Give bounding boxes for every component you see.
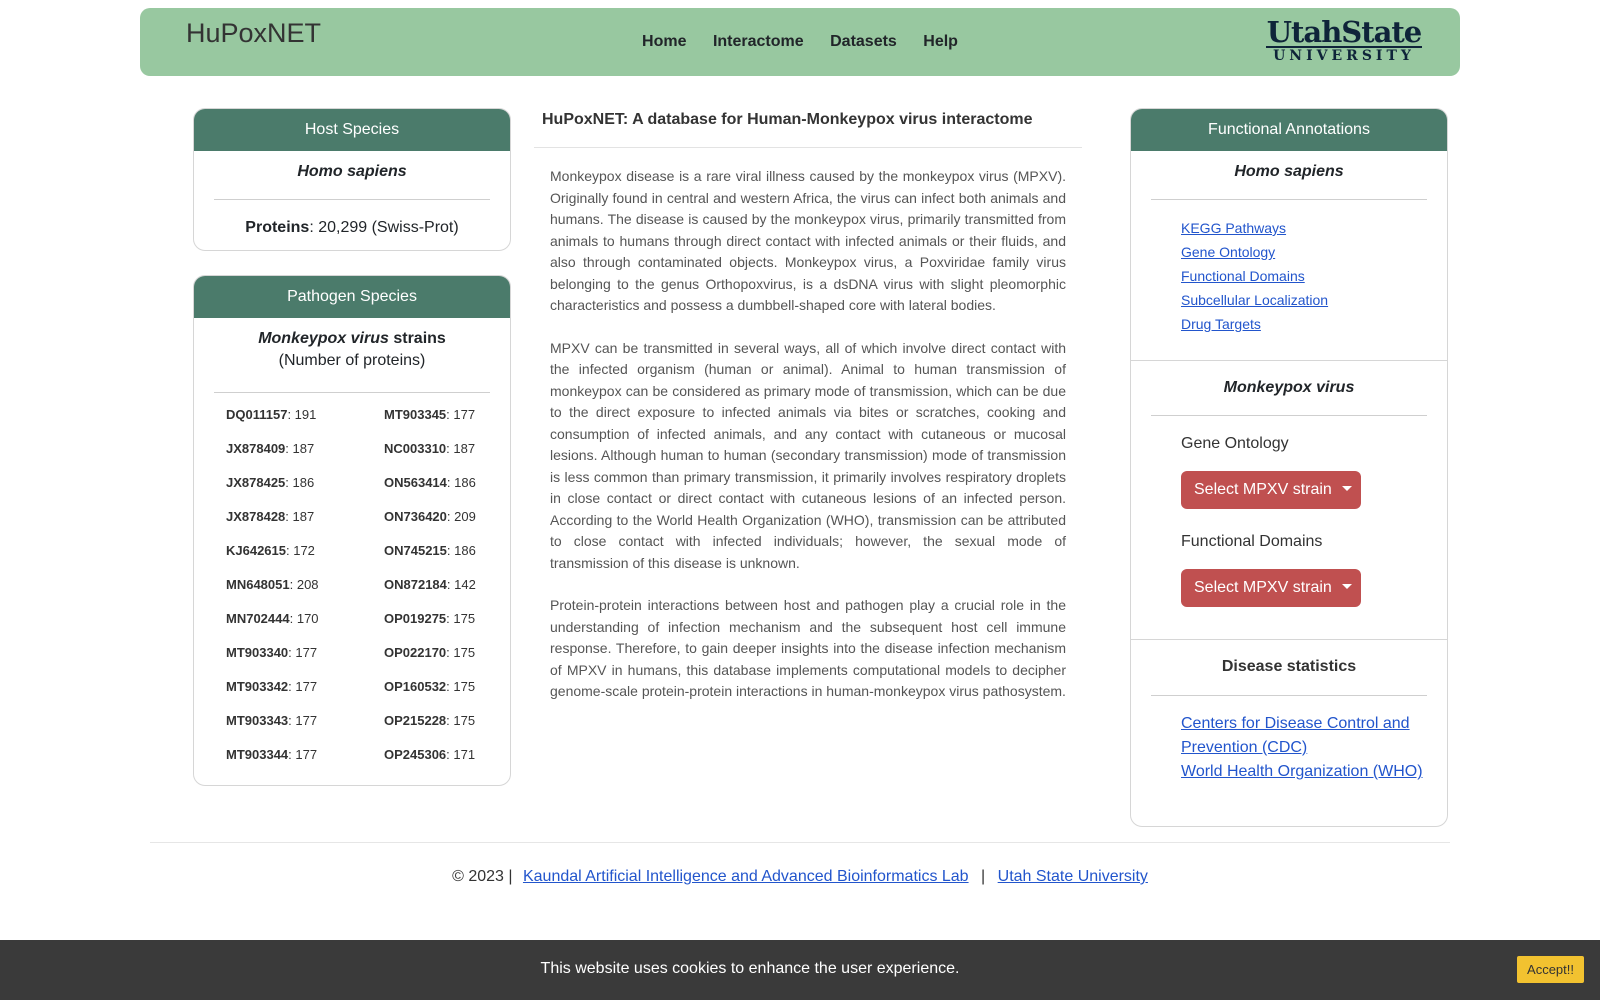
intro-paragraph-2: MPXV can be transmitted in several ways, all of which involve direct contact with the infected organism (human or animal). Animal to human transmission of monkeypox can be considered as primary mode of transmission, which can be due to the direct exposure to infected animals via bites or scratches, cooking and consumption of infected animals, and any contact with cutaneous or mucosal lesions. Although human to human (secondary transmission) mode of transmission is less common than primary transmission, it primarily involves respiratory droplets in close contact or direct contact with cutaneous lesions of an infected person. According to the World Health Organization (WHO), transmission can be attributed to close contact with infected individuals; however, the sexual mode of transmission of this disease is unknown. xyxy=(550,339,1066,571)
strain-id: MN648051 xyxy=(226,577,290,592)
cdc-link[interactable]: Centers for Disease Control and Prevention (CDC) xyxy=(1181,715,1410,756)
strain-protein-count: : 177 xyxy=(288,679,318,694)
divider xyxy=(534,147,1082,148)
host-species-header: Host Species xyxy=(194,109,510,151)
strain-id: MT903340 xyxy=(226,645,289,660)
strain-item xyxy=(384,747,511,781)
domains-strain-dropdown[interactable] xyxy=(1181,569,1361,607)
strain-item xyxy=(226,747,384,781)
intro-paragraph-3: Protein-protein interactions between host and pathogen play a crucial role in the understanding of infection mechanism and the subsequent host cell immune response. Therefore, to gain deeper insights into the disease infection mechanism of MPXV in humans, this database implements computational models to decipher genome-scale protein-protein interactions in human-monkeypox virus pathosystem. xyxy=(550,597,1066,699)
pathogen-subtitle: (Number of proteins) xyxy=(278,352,426,369)
go-strain-dropdown[interactable] xyxy=(1181,471,1361,509)
strain-item xyxy=(226,543,384,577)
strain-protein-count: : 175 xyxy=(446,679,476,694)
strain-item xyxy=(226,441,384,475)
strain-id: KJ642615 xyxy=(226,543,286,558)
strain-item xyxy=(384,543,511,577)
strain-protein-count: : 170 xyxy=(289,611,319,626)
main-content xyxy=(534,108,1082,703)
strain-id: MT903342 xyxy=(226,679,289,694)
divider xyxy=(1151,415,1427,416)
logo-line1: UtahState xyxy=(1266,15,1422,49)
nav-menu xyxy=(140,33,1460,51)
strain-item xyxy=(226,407,384,441)
strain-protein-count: : 175 xyxy=(446,611,476,626)
strain-list xyxy=(226,407,510,781)
strain-protein-count: : 177 xyxy=(288,747,318,762)
strain-item xyxy=(226,577,384,611)
strain-id: ON872184 xyxy=(384,577,447,592)
strain-id: ON745215 xyxy=(384,543,447,558)
strain-id: ON736420 xyxy=(384,509,447,524)
strain-id: MT903345 xyxy=(384,407,447,422)
caret-down-icon xyxy=(1342,584,1352,589)
strain-protein-count: : 208 xyxy=(289,577,319,592)
site-brand[interactable]: HuPoxNET xyxy=(186,18,322,48)
strain-item xyxy=(384,679,511,713)
strain-item xyxy=(384,713,511,747)
kegg-pathways-link[interactable]: KEGG Pathways xyxy=(1181,220,1287,236)
who-link[interactable]: World Health Organization (WHO) xyxy=(1181,763,1423,780)
strain-id: MT903343 xyxy=(226,713,289,728)
strain-protein-count: : 175 xyxy=(446,645,476,660)
strain-item xyxy=(226,611,384,645)
func-pathogen-species: Monkeypox virus xyxy=(1223,379,1355,396)
strain-protein-count: : 172 xyxy=(286,543,315,558)
functional-annotations-card xyxy=(1130,108,1448,827)
section-separator xyxy=(1131,639,1447,640)
strain-protein-count: : 186 xyxy=(285,475,315,490)
strain-item xyxy=(384,475,511,509)
strain-id: JX878425 xyxy=(226,475,286,490)
proteins-label: Proteins xyxy=(245,219,310,236)
strain-item xyxy=(226,475,384,509)
strain-protein-count: : 186 xyxy=(446,543,476,558)
lab-link[interactable]: Kaundal Artificial Intelligence and Advanced Bioinformatics Lab xyxy=(522,868,969,885)
functional-domains-link[interactable]: Functional Domains xyxy=(1181,268,1305,284)
strain-protein-count: : 191 xyxy=(287,407,317,422)
func-host-species: Homo sapiens xyxy=(1234,163,1344,180)
intro-paragraph-1: Monkeypox disease is a rare viral illness caused by the monkeypox virus (MPXV). Originally found in central and western Africa, the virus can infect both animals and humans. The disease is caused by the monkeypox virus, primarily transmitted from animals to humans through direct contact with infected animals or their fluids, and also through contaminated objects. Monkeypox virus, a Poxviridae family virus belonging to the genus Orthopoxvirus, is a dsDNA virus with slight pleomorphic characteristics and possess a dumbbell-shaped core with lateral bodies. xyxy=(550,168,1066,313)
strain-id: JX878409 xyxy=(226,441,286,456)
strain-item xyxy=(384,509,511,543)
host-species-card xyxy=(193,108,511,251)
divider xyxy=(1151,695,1427,696)
strain-item xyxy=(226,645,384,679)
strain-id: OP019275 xyxy=(384,611,447,626)
nav-datasets-link[interactable]: Datasets xyxy=(830,33,897,50)
strain-id: DQ011157 xyxy=(226,407,288,422)
disease-statistics-title: Disease statistics xyxy=(1221,658,1357,675)
cookie-banner xyxy=(0,940,1600,1000)
strain-protein-count: : 175 xyxy=(446,713,476,728)
go-dropdown-label: Select MPXV strain xyxy=(1194,481,1332,498)
pathogen-species-card xyxy=(193,275,511,786)
cookie-message: This website uses cookies to enhance the user experience. xyxy=(540,960,960,977)
strains-word: strains xyxy=(388,330,446,347)
strain-protein-count: : 177 xyxy=(446,407,476,422)
strain-protein-count: : 187 xyxy=(285,509,315,524)
strain-item xyxy=(384,407,511,441)
disease-stats-links xyxy=(1181,712,1447,784)
strain-protein-count: : 171 xyxy=(446,747,476,762)
strain-protein-count: : 177 xyxy=(288,713,318,728)
host-annotation-links xyxy=(1181,220,1447,340)
footer-separator: | xyxy=(981,868,986,885)
pathogen-species-header: Pathogen Species xyxy=(194,276,510,318)
strain-id: NC003310 xyxy=(384,441,447,456)
logo-line2: UNIVERSITY xyxy=(1266,46,1422,64)
divider xyxy=(1151,199,1427,200)
strain-protein-count: : 187 xyxy=(446,441,476,456)
utah-state-logo[interactable] xyxy=(1266,15,1422,64)
drug-targets-link[interactable]: Drug Targets xyxy=(1181,316,1261,332)
page-title: HuPoxNET: A database for Human-Monkeypox virus interactome xyxy=(542,111,1033,128)
pathogen-title xyxy=(194,328,510,392)
subcellular-localization-link[interactable]: Subcellular Localization xyxy=(1181,292,1329,308)
section-separator xyxy=(1131,360,1447,361)
footer xyxy=(0,868,1600,886)
strain-item xyxy=(226,713,384,747)
pathogen-species-name: Monkeypox virus xyxy=(258,330,389,347)
strain-protein-count: : 209 xyxy=(446,509,476,524)
strain-id: MT903344 xyxy=(226,747,289,762)
strain-item xyxy=(226,509,384,543)
top-navbar xyxy=(140,8,1460,76)
usu-link[interactable]: Utah State University xyxy=(997,868,1148,885)
strain-id: OP245306 xyxy=(384,747,447,762)
strain-id: ON563414 xyxy=(384,475,447,490)
functional-annotations-header: Functional Annotations xyxy=(1131,109,1447,151)
strain-item xyxy=(384,611,511,645)
go-label: Gene Ontology xyxy=(1181,435,1289,452)
gene-ontology-link[interactable]: Gene Ontology xyxy=(1181,244,1276,260)
host-species-name: Homo sapiens xyxy=(297,163,407,180)
strain-id: OP160532 xyxy=(384,679,447,694)
copyright-text: © 2023 | xyxy=(452,868,513,885)
nav-interactome-link[interactable]: Interactome xyxy=(712,33,804,50)
strain-protein-count: : 142 xyxy=(446,577,476,592)
strain-item xyxy=(384,441,511,475)
strain-item xyxy=(384,577,511,611)
domains-dropdown-label: Select MPXV strain xyxy=(1194,579,1332,596)
nav-home-link[interactable]: Home xyxy=(642,33,687,50)
strain-id: JX878428 xyxy=(226,509,286,524)
nav-help-link[interactable]: Help xyxy=(923,33,958,50)
host-proteins-count xyxy=(194,219,510,237)
strain-id: MN702444 xyxy=(226,611,290,626)
strain-protein-count: : 186 xyxy=(446,475,476,490)
divider xyxy=(214,392,490,393)
domains-label: Functional Domains xyxy=(1181,533,1323,550)
footer-divider xyxy=(150,842,1450,843)
strain-protein-count: : 177 xyxy=(288,645,318,660)
cookie-accept-button[interactable]: Accept!! xyxy=(1517,956,1584,983)
caret-down-icon xyxy=(1342,486,1352,491)
strain-id: OP022170 xyxy=(384,645,447,660)
strain-protein-count: : 187 xyxy=(285,441,315,456)
strain-id: OP215228 xyxy=(384,713,447,728)
proteins-value: : 20,299 (Swiss-Prot) xyxy=(309,219,459,236)
strain-item xyxy=(384,645,511,679)
divider xyxy=(214,199,490,200)
strain-item xyxy=(226,679,384,713)
